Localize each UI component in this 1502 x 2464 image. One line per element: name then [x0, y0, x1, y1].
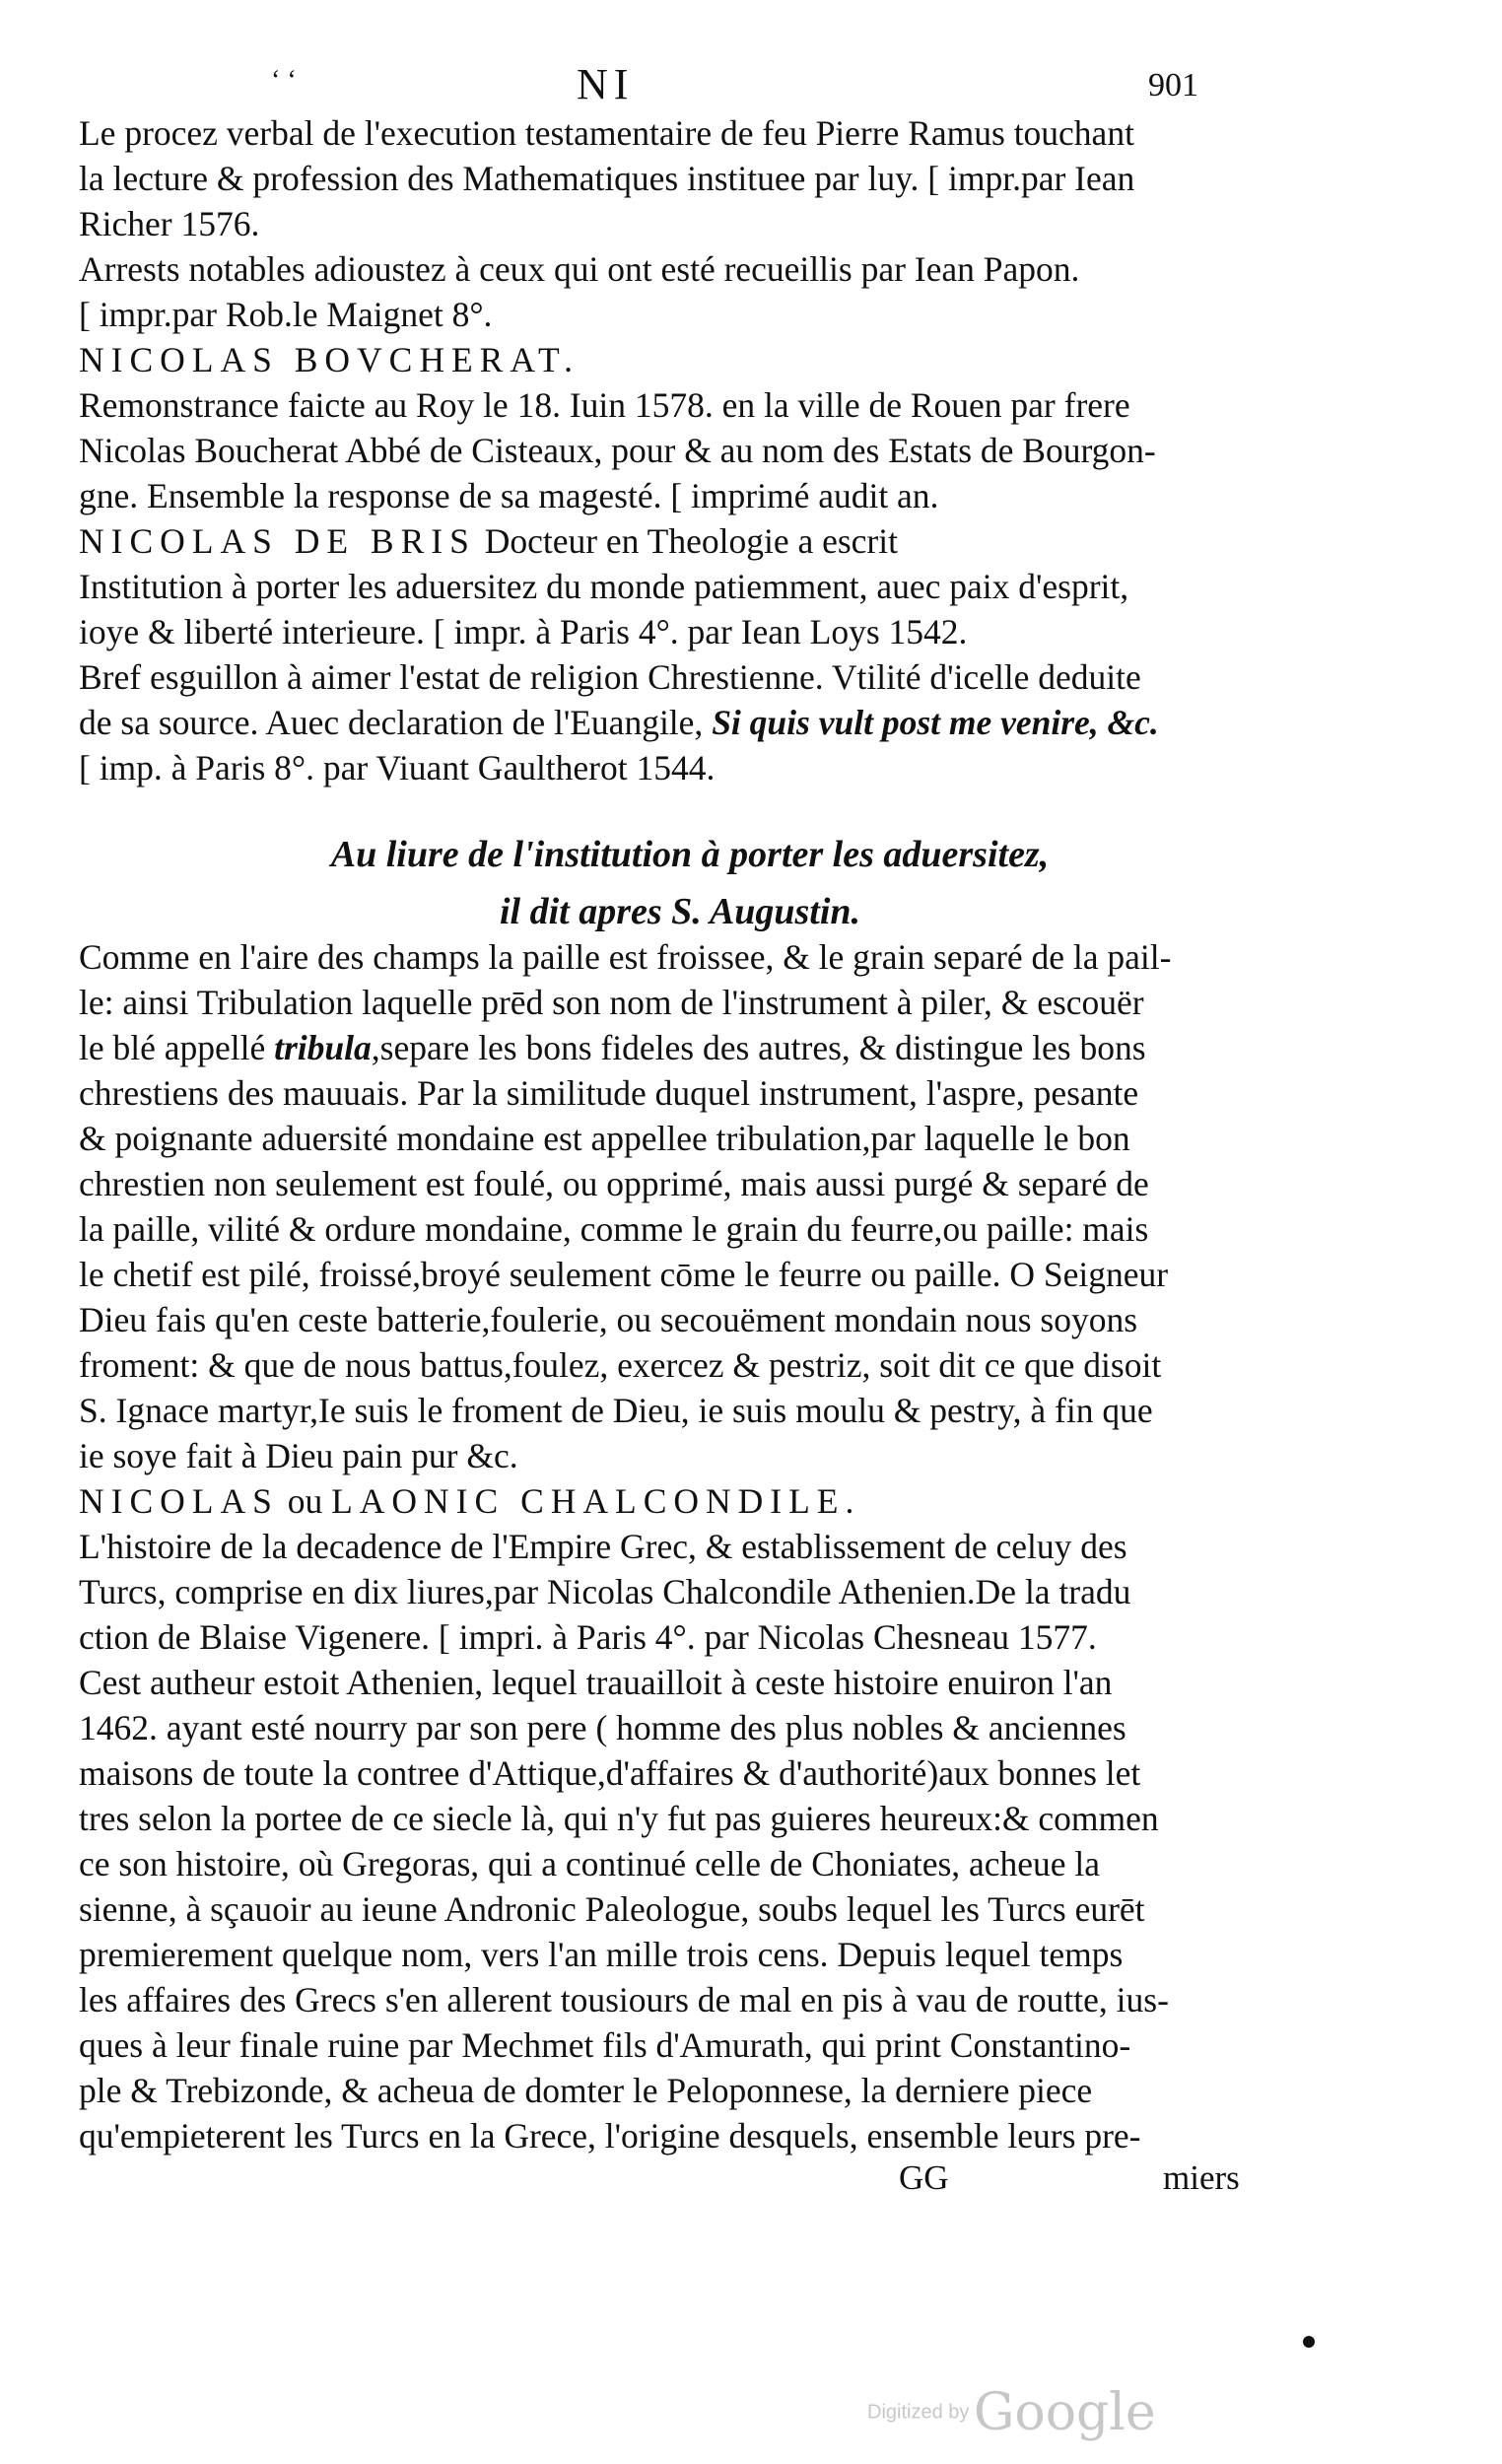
text-line: Remonstrance faicte au Roy le 18. Iuin 1578. en la ville de Rouen par frere — [79, 385, 1130, 425]
text-line: gne. Ensemble la response de sa magesté. [ imprimé audit an. — [79, 476, 939, 515]
page-number: 901 — [1148, 67, 1198, 103]
text-line: chrestiens des mauuais. Par la similitude duquel instrument, l'aspre, pesante — [79, 1073, 1139, 1113]
author-description: Docteur en Theologie a escrit — [475, 521, 898, 561]
signature-mark: GG — [899, 2158, 949, 2197]
watermark-prefix: Digitized by — [867, 2401, 970, 2424]
text-line: Le procez verbal de l'execution testamentaire de feu Pierre Ramus touchant — [79, 113, 1134, 153]
text-line: le chetif est pilé, froissé,broyé seulement cōme le feurre ou paille. O Seigneur — [79, 1255, 1169, 1294]
text-line: ction de Blaise Vigenere. [ impri. à Paris 4°. par Nicolas Chesneau 1577. — [79, 1617, 1097, 1657]
author-name: NICOLAS — [79, 1481, 279, 1521]
author-heading-boucherat: NICOLAS BOVCHERAT. — [79, 340, 580, 379]
author-heading-bris — [79, 518, 1281, 564]
author-name: NICOLAS DE BRIS — [79, 521, 476, 561]
text-line: S. Ignace martyr,Ie suis le froment de Dieu, ie suis moulu & pestry, à fin que — [79, 1391, 1153, 1430]
text-line: la paille, vilité & ordure mondaine, comme le grain du feurre,ou paille: mais — [79, 1209, 1149, 1249]
page-header — [79, 60, 1262, 114]
text-line: la lecture & profession des Mathematiques instituee par luy. [ impr.par Iean — [79, 159, 1135, 198]
text-line: les affaires des Grecs s'en allerent tousiours de mal en pis à vau de routte, ius- — [79, 1980, 1169, 2019]
text-line: tres selon la portee de ce siecle là, qui n'y fut pas guieres heureux:& commen — [79, 1799, 1159, 1838]
digitized-watermark — [867, 2383, 1156, 2442]
latin-quote: Si quis vult post me venire, &c. — [712, 703, 1159, 742]
text-line: ques à leur finale ruine par Mechmet fils d'Amurath, qui print Constantino- — [79, 2025, 1131, 2065]
text-line: [ imp. à Paris 8°. par Viuant Gaultherot 1544. — [79, 748, 716, 787]
text-line — [79, 1025, 1281, 1070]
text-line: Institution à porter les aduersitez du monde patiemment, auec paix d'esprit, — [79, 567, 1129, 606]
text-line: Comme en l'aire des champs la paille est froissee, & le grain separé de la pail- — [79, 937, 1172, 977]
text-line: Arrests notables adioustez à ceux qui ont esté recueillis par Iean Papon. — [79, 249, 1080, 289]
section-heading — [79, 826, 1281, 940]
text-line: maisons de toute la contree d'Attique,d'affaires & d'authorité)aux bonnes let — [79, 1753, 1141, 1793]
italic-word: tribula — [274, 1028, 372, 1067]
google-logo: Google — [973, 2383, 1156, 2442]
ink-spot — [1303, 2336, 1315, 2348]
text-line: ie soye fait à Dieu pain pur &c. — [79, 1436, 518, 1475]
text-line: premierement quelque nom, vers l'an mille trois cens. Depuis lequel temps — [79, 1935, 1124, 1974]
text-span: de sa source. Auec declaration de l'Euangile, — [79, 703, 713, 742]
text-line: Richer 1576. — [79, 204, 260, 243]
text-line: Dieu fais qu'en ceste batterie,foulerie, ou secouëment mondain nous soyons — [79, 1300, 1138, 1339]
page-footer — [79, 2158, 1262, 2204]
section-heading-line-1: Au liure de l'institution à porter les aduersitez, — [330, 834, 1050, 875]
section-heading-line-2: il dit apres S. Augustin. — [499, 891, 861, 932]
text-line: le: ainsi Tribulation laquelle prēd son nom de l'instrument à piler, & escouër — [79, 983, 1144, 1022]
text-line: & poignante aduersité mondaine est appellee tribulation,par laquelle le bon — [79, 1119, 1130, 1158]
text-line: qu'empieterent les Turcs en la Grece, l'origine desquels, ensemble leurs pre- — [79, 2116, 1141, 2156]
text-line: froment: & que de nous battus,foulez, exercez & pestriz, soit dit ce que disoit — [79, 1345, 1162, 1385]
entries-block-1 — [79, 110, 1281, 790]
text-span: ,separe les bons fideles des autres, & distingue les bons — [371, 1028, 1146, 1067]
text-line: ioye & liberté interieure. [ impr. à Paris 4°. par Iean Loys 1542. — [79, 612, 968, 651]
author-connector: ou — [278, 1481, 332, 1521]
text-line: Turcs, comprise en dix liures,par Nicolas Chalcondile Athenien.De la tradu — [79, 1572, 1131, 1611]
text-line: 1462. ayant esté nourry par son pere ( homme des plus nobles & anciennes — [79, 1708, 1126, 1747]
author-heading-chalcondile — [79, 1478, 1281, 1524]
text-line — [79, 700, 1281, 745]
text-line: ple & Trebizonde, & acheua de domter le Peloponnese, la derniere piece — [79, 2071, 1093, 2110]
text-line: chrestien non seulement est foulé, ou opprimé, mais aussi purgé & separé de — [79, 1164, 1149, 1203]
author-name-alt: LAONIC CHALCONDILE. — [331, 1481, 861, 1521]
header-marks: ‘ ‘ — [271, 65, 297, 96]
text-line: Cest autheur estoit Athenien, lequel trauailloit à ceste histoire enuiron l'an — [79, 1663, 1113, 1702]
running-title: NI — [577, 60, 635, 108]
text-line: L'histoire de la decadence de l'Empire Grec, & establissement de celuy des — [79, 1527, 1127, 1566]
text-line: ce son histoire, où Gregoras, qui a continué celle de Choniates, acheue la — [79, 1844, 1101, 1883]
text-span: le blé appellé — [79, 1028, 275, 1067]
text-line: Nicolas Boucherat Abbé de Cisteaux, pour & au nom des Estats de Bourgon- — [79, 431, 1156, 470]
text-line: sienne, à sçauoir au ieune Andronic Paleologue, soubs lequel les Turcs eurēt — [79, 1889, 1145, 1929]
entries-block-2 — [79, 934, 1281, 2158]
catchword: miers — [1163, 2158, 1240, 2197]
text-line: Bref esguillon à aimer l'estat de religion Chrestienne. Vtilité d'icelle deduite — [79, 657, 1141, 697]
text-line: [ impr.par Rob.le Maignet 8°. — [79, 295, 493, 334]
